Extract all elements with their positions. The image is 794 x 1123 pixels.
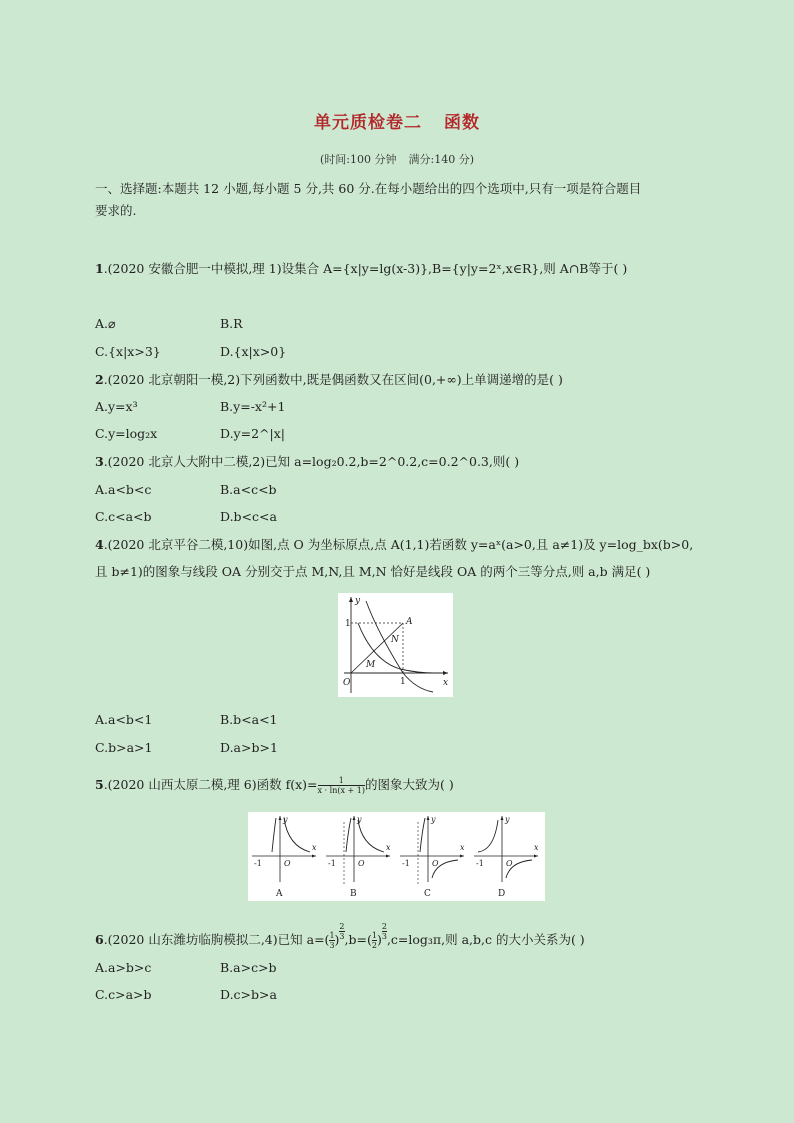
exam-meta: (时间:100 分钟 满分:140 分) (320, 153, 474, 166)
svg-text:y: y (355, 596, 361, 606)
svg-text:x: x (534, 843, 539, 852)
q6-option-a: A.a>b>c (95, 960, 152, 975)
question-1: 1.(2020 安徽合肥一中模拟,理 1)设集合 A={x|y=lg(x-3)},B={y|y=2ˣ,x∈R},则 A∩B等于( ) (95, 261, 628, 276)
q5-panel-b (326, 815, 391, 899)
svg-text:O: O (358, 859, 365, 868)
q1-option-a: A.⌀ (95, 316, 116, 331)
question-6: 6.(2020 山东潍坊临朐模拟二,4)已知 a=( $\frac{1}{3}$ ) $^{\frac{2}{3}}$ ,b=( $\frac{1}{2}$ ) $^{\frac{2}{3}}$ ,c=log₃π,则 a,b,c 的大小关系为( ) (95, 922, 585, 951)
svg-text:O: O (432, 859, 439, 868)
q5-panel-label: D (498, 889, 506, 899)
question-3: 3.(2020 北京人大附中二模,2)已知 a=log₂0.2,b=2^0.2,c=0.2^0.3,则( ) (95, 454, 520, 469)
svg-text:-1: -1 (254, 859, 262, 868)
svg-text:-1: -1 (476, 859, 484, 868)
svg-text:x: x (386, 843, 391, 852)
svg-text:A: A (406, 617, 413, 627)
q5-panel-label: C (424, 889, 431, 899)
section-intro: 一、选择题:本题共 12 小题,每小题 5 分,共 60 分.在每小题给出的四个选项中,只有一项是符合题目 要求的. (95, 181, 642, 218)
svg-text:x: x (312, 843, 317, 852)
question-5: 5.(2020 山西太原二模,理 6)函数 f(x)= $\frac{1}{x \cdot \ln(x + 1)}$ 的图象大致为( ) (95, 776, 454, 795)
svg-text:-1: -1 (328, 859, 336, 868)
svg-text:y: y (357, 815, 362, 824)
q6-b-expr: ( $\frac{1}{2}$ ) $^{\frac{2}{3}}$ (366, 922, 387, 951)
q4-option-d: D.a>b>1 (220, 740, 278, 755)
q6-option-b: B.a>c>b (220, 960, 277, 975)
q3-option-a: A.a<b<c (95, 482, 152, 497)
q5-figure (248, 812, 545, 901)
q5-panel-label: A (276, 889, 283, 899)
q5-fraction: $\frac{1}{x \cdot \ln(x + 1)}$ (317, 776, 365, 795)
svg-text:O: O (506, 859, 513, 868)
q3-option-c: C.c<a<b (95, 509, 152, 524)
q6-option-c: C.c>a>b (95, 987, 152, 1002)
q1-option-b: B.R (220, 316, 243, 331)
svg-text:x: x (460, 843, 465, 852)
q3-option-b: B.a<c<b (220, 482, 277, 497)
q5-graphs (248, 812, 545, 901)
question-4: 4.(2020 北京平谷二模,10)如图,点 O 为坐标原点,点 A(1,1)若函数 y=aˣ(a>0,且 a≠1)及 y=log_bx(b>0, (95, 537, 694, 552)
svg-text:1: 1 (400, 677, 406, 687)
svg-text:y: y (431, 815, 436, 824)
q4-option-a: A.a<b<1 (95, 712, 153, 727)
svg-text:x: x (443, 678, 449, 688)
question-4-line2: 且 b≠1)的图象与线段 OA 分别交于点 M,N,且 M,N 恰好是线段 OA 的两个三等分点,则 a,b 满足( ) (95, 564, 651, 579)
q6-option-d: D.c>b>a (220, 987, 277, 1002)
svg-text:1: 1 (345, 619, 351, 629)
q2-option-c: C.y=log₂x (95, 426, 158, 441)
q2-option-d: D.y=2^|x| (220, 426, 285, 441)
svg-text:y: y (283, 815, 288, 824)
segment-oa (351, 623, 403, 673)
svg-text:O: O (284, 859, 291, 868)
svg-text:O: O (343, 678, 351, 688)
q5-panel-a (252, 815, 317, 899)
q4-option-c: C.b>a>1 (95, 740, 153, 755)
q4-graph (338, 593, 453, 697)
q6-a-expr: ( $\frac{1}{3}$ ) $^{\frac{2}{3}}$ (324, 922, 345, 951)
q1-option-d: D.{x|x>0} (220, 344, 287, 359)
question-2: 2.(2020 北京朝阳一模,2)下列函数中,既是偶函数又在区间(0,+∞)上单调递增的是( ) (95, 372, 563, 387)
q1-option-c: C.{x|x>3} (95, 344, 161, 359)
svg-text:N: N (391, 635, 399, 645)
q3-option-d: D.b<c<a (220, 509, 277, 524)
q4-option-b: B.b<a<1 (220, 712, 278, 727)
q5-panel-d (474, 815, 539, 899)
svg-text:-1: -1 (402, 859, 410, 868)
svg-text:M: M (366, 660, 376, 670)
q5-panel-c (400, 815, 465, 899)
page-title: 单元质检卷二 函数 (314, 113, 480, 133)
q4-figure (338, 593, 453, 697)
q2-option-a: A.y=x³ (95, 399, 138, 414)
q2-option-b: B.y=-x²+1 (220, 399, 286, 414)
q5-panel-label: B (350, 889, 357, 899)
svg-text:y: y (505, 815, 510, 824)
